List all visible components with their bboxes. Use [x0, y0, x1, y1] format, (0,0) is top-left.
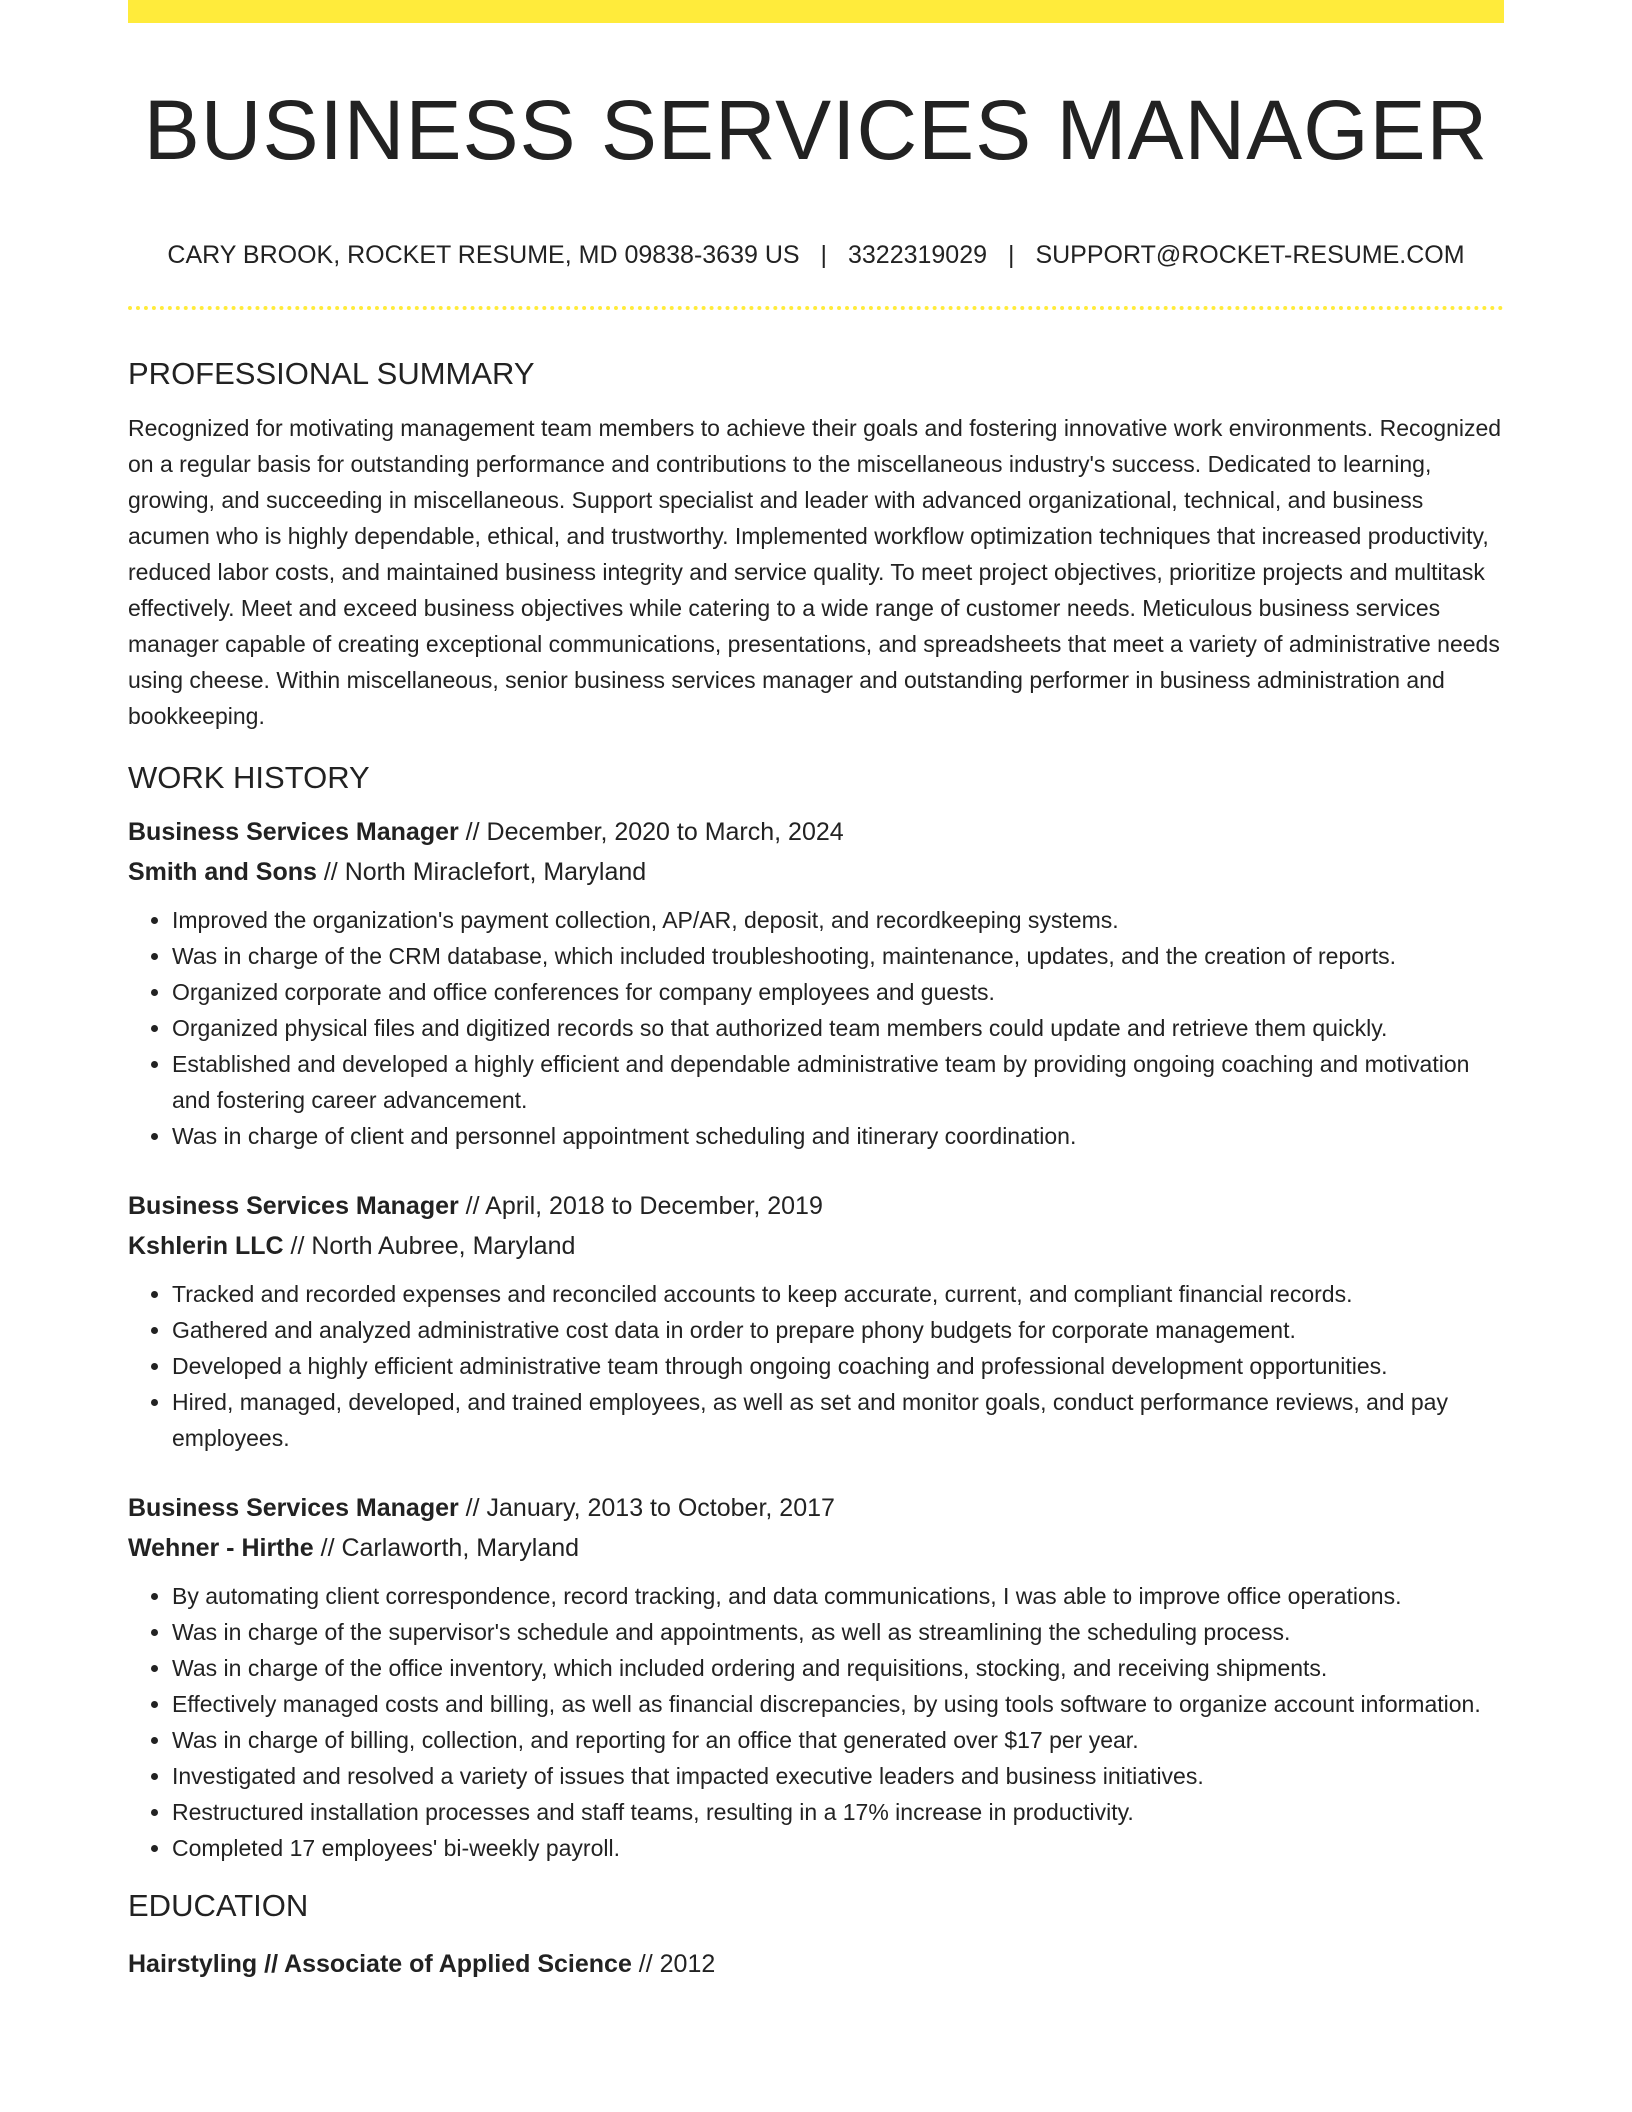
job-bullet: • Was in charge of billing, collection, and reporting for an office that generated over $17 per year.: [172, 1722, 1504, 1758]
job-location: // North Miraclefort, Maryland: [316, 858, 647, 886]
job-bullet: • Restructured installation processes and staff teams, resulting in a 17% increase in productivity.: [172, 1794, 1504, 1830]
job-bullet: • Gathered and analyzed administrative cost data in order to prepare phony budgets for corporate management.: [172, 1312, 1504, 1348]
job-title-line: [128, 1488, 1504, 1528]
contact-phone: 3322319029: [847, 241, 988, 269]
job-entry: [128, 1186, 1504, 1456]
job-title: Business Services Manager: [128, 1192, 459, 1220]
header-divider: [128, 306, 1504, 310]
job-bullet: • Hired, managed, developed, and trained employees, as well as set and monitor goals, conduct performance reviews, and pay employees.: [172, 1384, 1504, 1456]
job-bullet: • Completed 17 employees' bi-weekly payroll.: [172, 1830, 1504, 1866]
contact-email: SUPPORT@ROCKET-RESUME.COM: [1035, 241, 1465, 269]
summary-section: [128, 352, 1504, 734]
job-bullet: • Organized physical files and digitized records so that authorized team members could update and retrieve them quickly.: [172, 1010, 1504, 1046]
job-bullets: [128, 1276, 1504, 1456]
job-bullet: • Was in charge of the CRM database, which included troubleshooting, maintenance, updates, and the creation of reports.: [172, 938, 1504, 974]
education-degree: Hairstyling // Associate of Applied Science: [128, 1950, 632, 1978]
job-title-line: [128, 1186, 1504, 1226]
contact-address: CARY BROOK, ROCKET RESUME, MD 09838-3639 US: [167, 241, 800, 269]
job-bullet: • Organized corporate and office conferences for company employees and guests.: [172, 974, 1504, 1010]
job-bullet: • Investigated and resolved a variety of issues that impacted executive leaders and business initiatives.: [172, 1758, 1504, 1794]
job-bullet: • Was in charge of the supervisor's schedule and appointments, as well as streamlining the scheduling process.: [172, 1614, 1504, 1650]
resume-content: [128, 352, 1504, 1984]
contact-separator: |: [1007, 241, 1015, 269]
education-section: [128, 1884, 1504, 1984]
job-bullet: • Established and developed a highly efficient and dependable administrative team by providing ongoing coaching and motivation and fostering career advancement.: [172, 1046, 1504, 1118]
job-dates: // April, 2018 to December, 2019: [458, 1192, 823, 1220]
job-bullet: • Developed a highly efficient administrative team through ongoing coaching and professional development opportunities.: [172, 1348, 1504, 1384]
job-company-line: [128, 852, 1504, 892]
job-company-line: [128, 1226, 1504, 1266]
job-company: Smith and Sons: [128, 858, 317, 886]
summary-text: Recognized for motivating management team members to achieve their goals and fostering innovative work environments. Recognized on a regular basis for outstanding performance and contributions to the miscellaneous industry's success. Dedicated to learning, growing, and succeeding in miscellaneous. Support specialist and leader with advanced organizational, technical, and business acumen who is highly dependable, ethical, and trustworthy. Implemented workflow optimization techniques that increased productivity, reduced labor costs, and maintained business integrity and service quality. To meet project objectives, prioritize projects and multitask effectively. Meet and exceed business objectives while catering to a wide range of customer needs. Meticulous business services manager capable of creating exceptional communications, presentations, and spreadsheets that meet a variety of administrative needs using cheese. Within miscellaneous, senior business services manager and outstanding performer in business administration and bookkeeping.: [128, 415, 1502, 729]
job-bullet: • Effectively managed costs and billing, as well as financial discrepancies, by using tools software to organize account information.: [172, 1686, 1504, 1722]
job-title-line: [128, 812, 1504, 852]
job-company: Kshlerin LLC: [128, 1232, 284, 1260]
education-heading: EDUCATION: [128, 1888, 309, 1923]
job-title: Business Services Manager: [128, 1494, 459, 1522]
job-entry: [128, 1488, 1504, 1866]
job-dates: // January, 2013 to October, 2017: [458, 1494, 835, 1522]
contact-separator: |: [820, 241, 828, 269]
top-accent-bar: [128, 0, 1504, 23]
job-bullet: • Tracked and recorded expenses and reconciled accounts to keep accurate, current, and compliant financial records.: [172, 1276, 1504, 1312]
work-history-heading: WORK HISTORY: [128, 760, 370, 795]
job-location: // North Aubree, Maryland: [283, 1232, 576, 1260]
job-company: Wehner - Hirthe: [128, 1534, 314, 1562]
job-dates: // December, 2020 to March, 2024: [458, 818, 844, 846]
job-entry: [128, 812, 1504, 1154]
job-bullets: [128, 1578, 1504, 1866]
job-bullet: • Was in charge of client and personnel appointment scheduling and itinerary coordination.: [172, 1118, 1504, 1154]
contact-line: [128, 238, 1504, 272]
job-bullets: [128, 902, 1504, 1154]
job-company-line: [128, 1528, 1504, 1568]
job-title: Business Services Manager: [128, 818, 459, 846]
work-history-section: [128, 756, 1504, 1866]
summary-heading: PROFESSIONAL SUMMARY: [128, 356, 535, 391]
job-bullet: • Improved the organization's payment collection, AP/AR, deposit, and recordkeeping systems.: [172, 902, 1504, 938]
resume-title: BUSINESS SERVICES MANAGER: [143, 83, 1489, 177]
job-location: // Carlaworth, Maryland: [313, 1534, 580, 1562]
job-bullet: • Was in charge of the office inventory, which included ordering and requisitions, stocking, and receiving shipments.: [172, 1650, 1504, 1686]
education-year: // 2012: [631, 1950, 716, 1978]
job-bullet: • By automating client correspondence, record tracking, and data communications, I was able to improve office operations.: [172, 1578, 1504, 1614]
education-entry: [128, 1944, 1504, 1984]
